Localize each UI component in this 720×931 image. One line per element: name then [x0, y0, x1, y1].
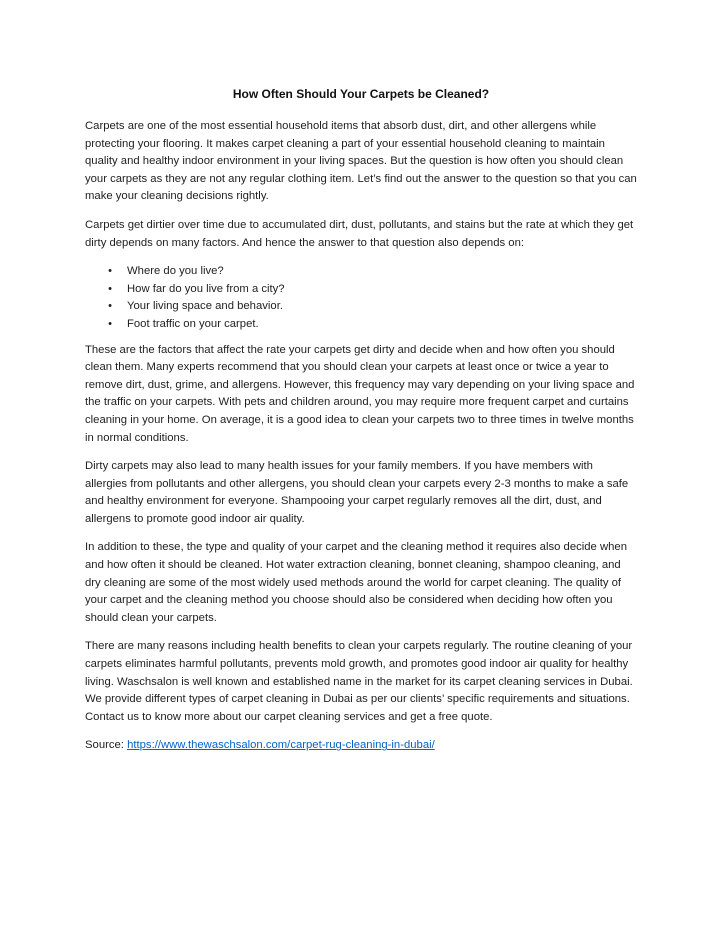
- factor-item-living-space: [85, 298, 637, 316]
- intro-paragraph-2: Carpets get dirtier over time due to accumulated dirt, dust, pollutants, and stains but the rate at which they get dirty depends on many factors. And hence the answer to that question also depends on:: [85, 218, 634, 249]
- body-paragraph-health: Dirty carpets may also lead to many health issues for your family members. If you have members with allergies from pollutants and other allergens, you should clean your carpets every 2-3 months to make a safe and healthy environment for everyone. Shampooing your carpet regularly removes all the dirt, dust, and allergens to promote good indoor air quality.: [85, 460, 629, 525]
- factor-text: Foot traffic on your carpet.: [127, 317, 259, 330]
- document-title: How Often Should Your Carpets be Cleaned?: [232, 87, 490, 101]
- document-page: [85, 86, 637, 766]
- factor-item-foot-traffic: [85, 316, 637, 334]
- factor-text: Where do you live?: [127, 265, 224, 278]
- bullet-icon: •: [108, 317, 112, 330]
- body-paragraph-frequency: These are the factors that affect the rate your carpets get dirty and decide when and how often you should clean them. Many experts recommend that you should clean your carpets at least once or twice a year to remove dirt, dust, grime, and allergens. However, this frequency may vary depending on your living space and the traffic on your carpets. With pets and children around, you may require more frequent carpet and curtains cleaning in your home. On average, it is a good idea to clean your carpets two to three times in twelve months in normal conditions.: [85, 343, 635, 444]
- factor-text: How far do you live from a city?: [127, 282, 285, 295]
- bullet-icon: •: [108, 300, 112, 313]
- body-paragraph-methods: In addition to these, the type and quality of your carpet and the cleaning method it requires also decide when and how often it should be cleaned. Hot water extraction cleaning, bonnet cleaning, shampoo cleaning, and dry cleaning are some of the most widely used methods around the world for carpet cleaning. The quality of your carpet and the cleaning method you choose should also be considered when deciding how often you should clean your carpets.: [85, 541, 627, 624]
- body-paragraph-reasons: There are many reasons including health benefits to clean your carpets regularly. The routine cleaning of your carpets eliminates harmful pollutants, prevents mold growth, and promotes good indoor air quality for healthy living. Waschsalon is well known and established name in the market for its carpet cleaning services in Dubai. We provide different types of carpet cleaning in Dubai as per our clients’ specific requirements and situations. Contact us to know more about our carpet cleaning services and get a free quote.: [85, 640, 633, 723]
- source-line: [85, 737, 637, 755]
- bullet-icon: •: [108, 265, 112, 278]
- factor-text: Your living space and behavior.: [127, 300, 283, 313]
- factors-list: [85, 263, 637, 333]
- factor-item-live: [85, 263, 637, 281]
- factor-item-distance: [85, 281, 637, 299]
- bullet-icon: •: [108, 282, 112, 295]
- source-link[interactable]: https://www.thewaschsalon.com/carpet-rug-cleaning-in-dubai/: [127, 739, 435, 752]
- intro-paragraph-1: Carpets are one of the most essential household items that absorb dust, dirt, and other allergens while protecting your flooring. It makes carpet cleaning a part of your essential household cleaning to maintain quality and healthy indoor environment in your living spaces. But the question is how often you should clean your carpets as they are not any regular clothing item. Let’s find out the answer to the question so that you can make your cleaning decisions rightly.: [85, 120, 637, 203]
- source-label: Source:: [85, 739, 128, 752]
